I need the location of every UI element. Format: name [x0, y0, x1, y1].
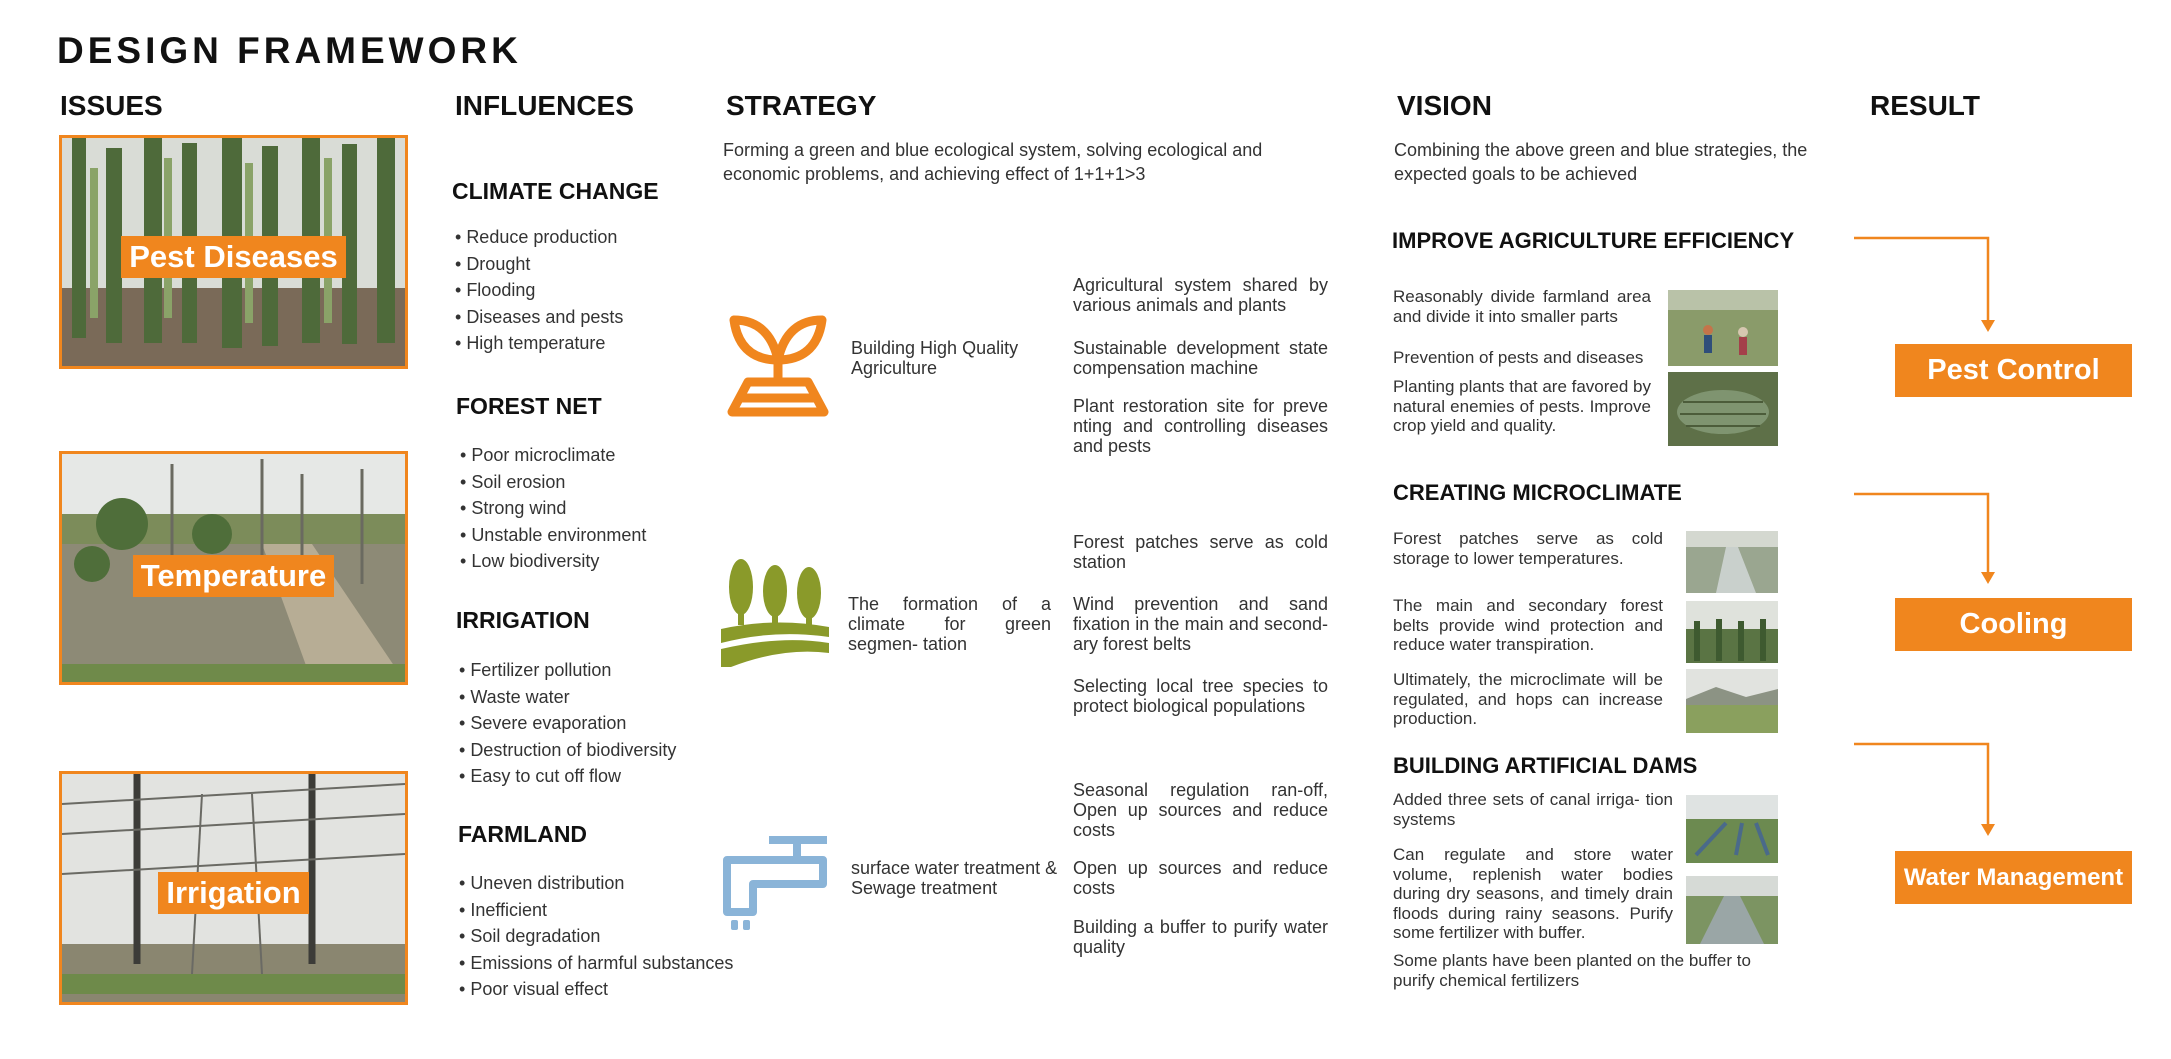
strategy-item: Seasonal regulation ran-off, Open up sources and reduce costs [1073, 780, 1328, 840]
vision-item: Can regulate and store water volume, replenish water bodies during dry seasons, and timely drain floods during rainy seasons. Purify some fertilizer with buffer. [1393, 845, 1673, 942]
column-head-result: RESULT [1870, 90, 1980, 121]
result-cooling: Cooling [1895, 598, 2132, 651]
strategy-intro: Forming a green and blue ecological system, solving ecological and economic problems, and achieving effect of 1+1+1>3 [723, 140, 1263, 184]
issue-label: Temperature [133, 555, 335, 597]
strategy-item: Agricultural system shared by various animals and plants [1073, 275, 1328, 315]
water-tap-icon [723, 832, 829, 932]
vision-heading: CREATING MICROCLIMATE [1393, 480, 1682, 505]
influence-list [459, 657, 676, 790]
influence-heading: IRRIGATION [456, 607, 590, 633]
issue-card-pest [59, 135, 408, 369]
strategy-item: Plant restoration site for preve nting and controlling diseases and pests [1073, 396, 1328, 456]
vision-item: Ultimately, the microclimate will be regulated, and hops can increase production. [1393, 670, 1663, 728]
page-title: DESIGN FRAMEWORK [57, 30, 522, 71]
influence-list [455, 224, 623, 357]
vision-heading: IMPROVE AGRICULTURE EFFICIENCY [1392, 228, 1795, 253]
list-item: • Easy to cut off flow [459, 763, 676, 790]
vision-heading: BUILDING ARTIFICIAL DAMS [1393, 753, 1698, 778]
list-item: • Drought [455, 251, 623, 278]
column-head-issues: ISSUES [60, 90, 163, 121]
vision-item: Reasonably divide farmland area and divide it into smaller parts [1393, 287, 1651, 326]
list-item: • Poor visual effect [459, 976, 733, 1003]
strategy-item: Wind prevention and sand fixation in the main and second- ary forest belts [1073, 594, 1328, 654]
canal-photo [1686, 531, 1778, 593]
agriculture-icon [726, 312, 830, 420]
vision-intro: Combining the above green and blue strategies, the expected goals to be achieved [1394, 140, 1808, 184]
list-item: • Reduce production [455, 224, 623, 251]
vision-item: Some plants have been planted on the buffer to purify chemical fertilizers [1393, 951, 1751, 990]
column-head-strategy: STRATEGY [726, 90, 877, 121]
list-item: • Severe evaporation [459, 710, 676, 737]
vision-item: Added three sets of canal irriga- tion systems [1393, 790, 1673, 829]
result-pest-control: Pest Control [1895, 344, 2132, 397]
list-item: • Inefficient [459, 897, 733, 924]
issue-card-irrigation [59, 771, 408, 1005]
issue-card-temperature [59, 451, 408, 685]
farmers-photo [1668, 290, 1778, 366]
vision-item: The main and secondary forest belts provide wind protection and reduce water transpiration. [1393, 596, 1663, 654]
list-item: • Low biodiversity [460, 548, 646, 575]
strategy-label: The formation of a climate for green segmen- tation [848, 594, 1051, 654]
strategy-item: Forest patches serve as cold station [1073, 532, 1328, 572]
influence-heading: CLIMATE CHANGE [452, 178, 659, 204]
vision-item: Prevention of pests and diseases [1393, 348, 1644, 367]
strategy-label: surface water treatment & Sewage treatment [851, 858, 1058, 898]
drainage-channel-photo [1686, 876, 1778, 944]
list-item: • Poor microclimate [460, 442, 646, 469]
influence-heading: FOREST NET [456, 393, 602, 419]
farmland-aerial-photo [1668, 372, 1778, 446]
vision-item: Forest patches serve as cold storage to lower temperatures. [1393, 529, 1663, 568]
list-item: • Uneven distribution [459, 870, 733, 897]
list-item: • Destruction of biodiversity [459, 737, 676, 764]
strategy-item: Building a buffer to purify water quality [1073, 917, 1328, 957]
hop-landscape-photo [1686, 669, 1778, 733]
issue-label: Pest Diseases [121, 236, 346, 278]
list-item: • Waste water [459, 684, 676, 711]
strategy-label: Building High Quality Agriculture [851, 338, 1019, 378]
result-connectors [1850, 232, 2010, 852]
influence-list [460, 442, 646, 575]
list-item: • Unstable environment [460, 522, 646, 549]
influence-heading: FARMLAND [458, 821, 588, 847]
result-water-management: Water Management [1895, 851, 2132, 904]
list-item: • High temperature [455, 330, 623, 357]
strategy-item: Open up sources and reduce costs [1073, 858, 1328, 898]
list-item: • Soil erosion [460, 469, 646, 496]
list-item: • Diseases and pests [455, 304, 623, 331]
list-item: • Soil degradation [459, 923, 733, 950]
column-head-vision: VISION [1397, 90, 1492, 121]
list-item: • Fertilizer pollution [459, 657, 676, 684]
strategy-item: Selecting local tree species to protect biological populations [1073, 676, 1328, 716]
trees-field-icon [721, 557, 829, 669]
forest-belt-photo [1686, 601, 1778, 663]
strategy-item: Sustainable development state compensation machine [1073, 338, 1328, 378]
list-item: • Flooding [455, 277, 623, 304]
vision-item: Planting plants that are favored by natural enemies of pests. Improve crop yield and quality. [1393, 377, 1651, 435]
list-item: • Strong wind [460, 495, 646, 522]
canal-irrigation-photo [1686, 795, 1778, 863]
influence-list [459, 870, 733, 1003]
issue-label: Irrigation [158, 872, 308, 914]
list-item: • Emissions of harmful substances [459, 950, 733, 977]
column-head-influences: INFLUENCES [455, 90, 634, 121]
